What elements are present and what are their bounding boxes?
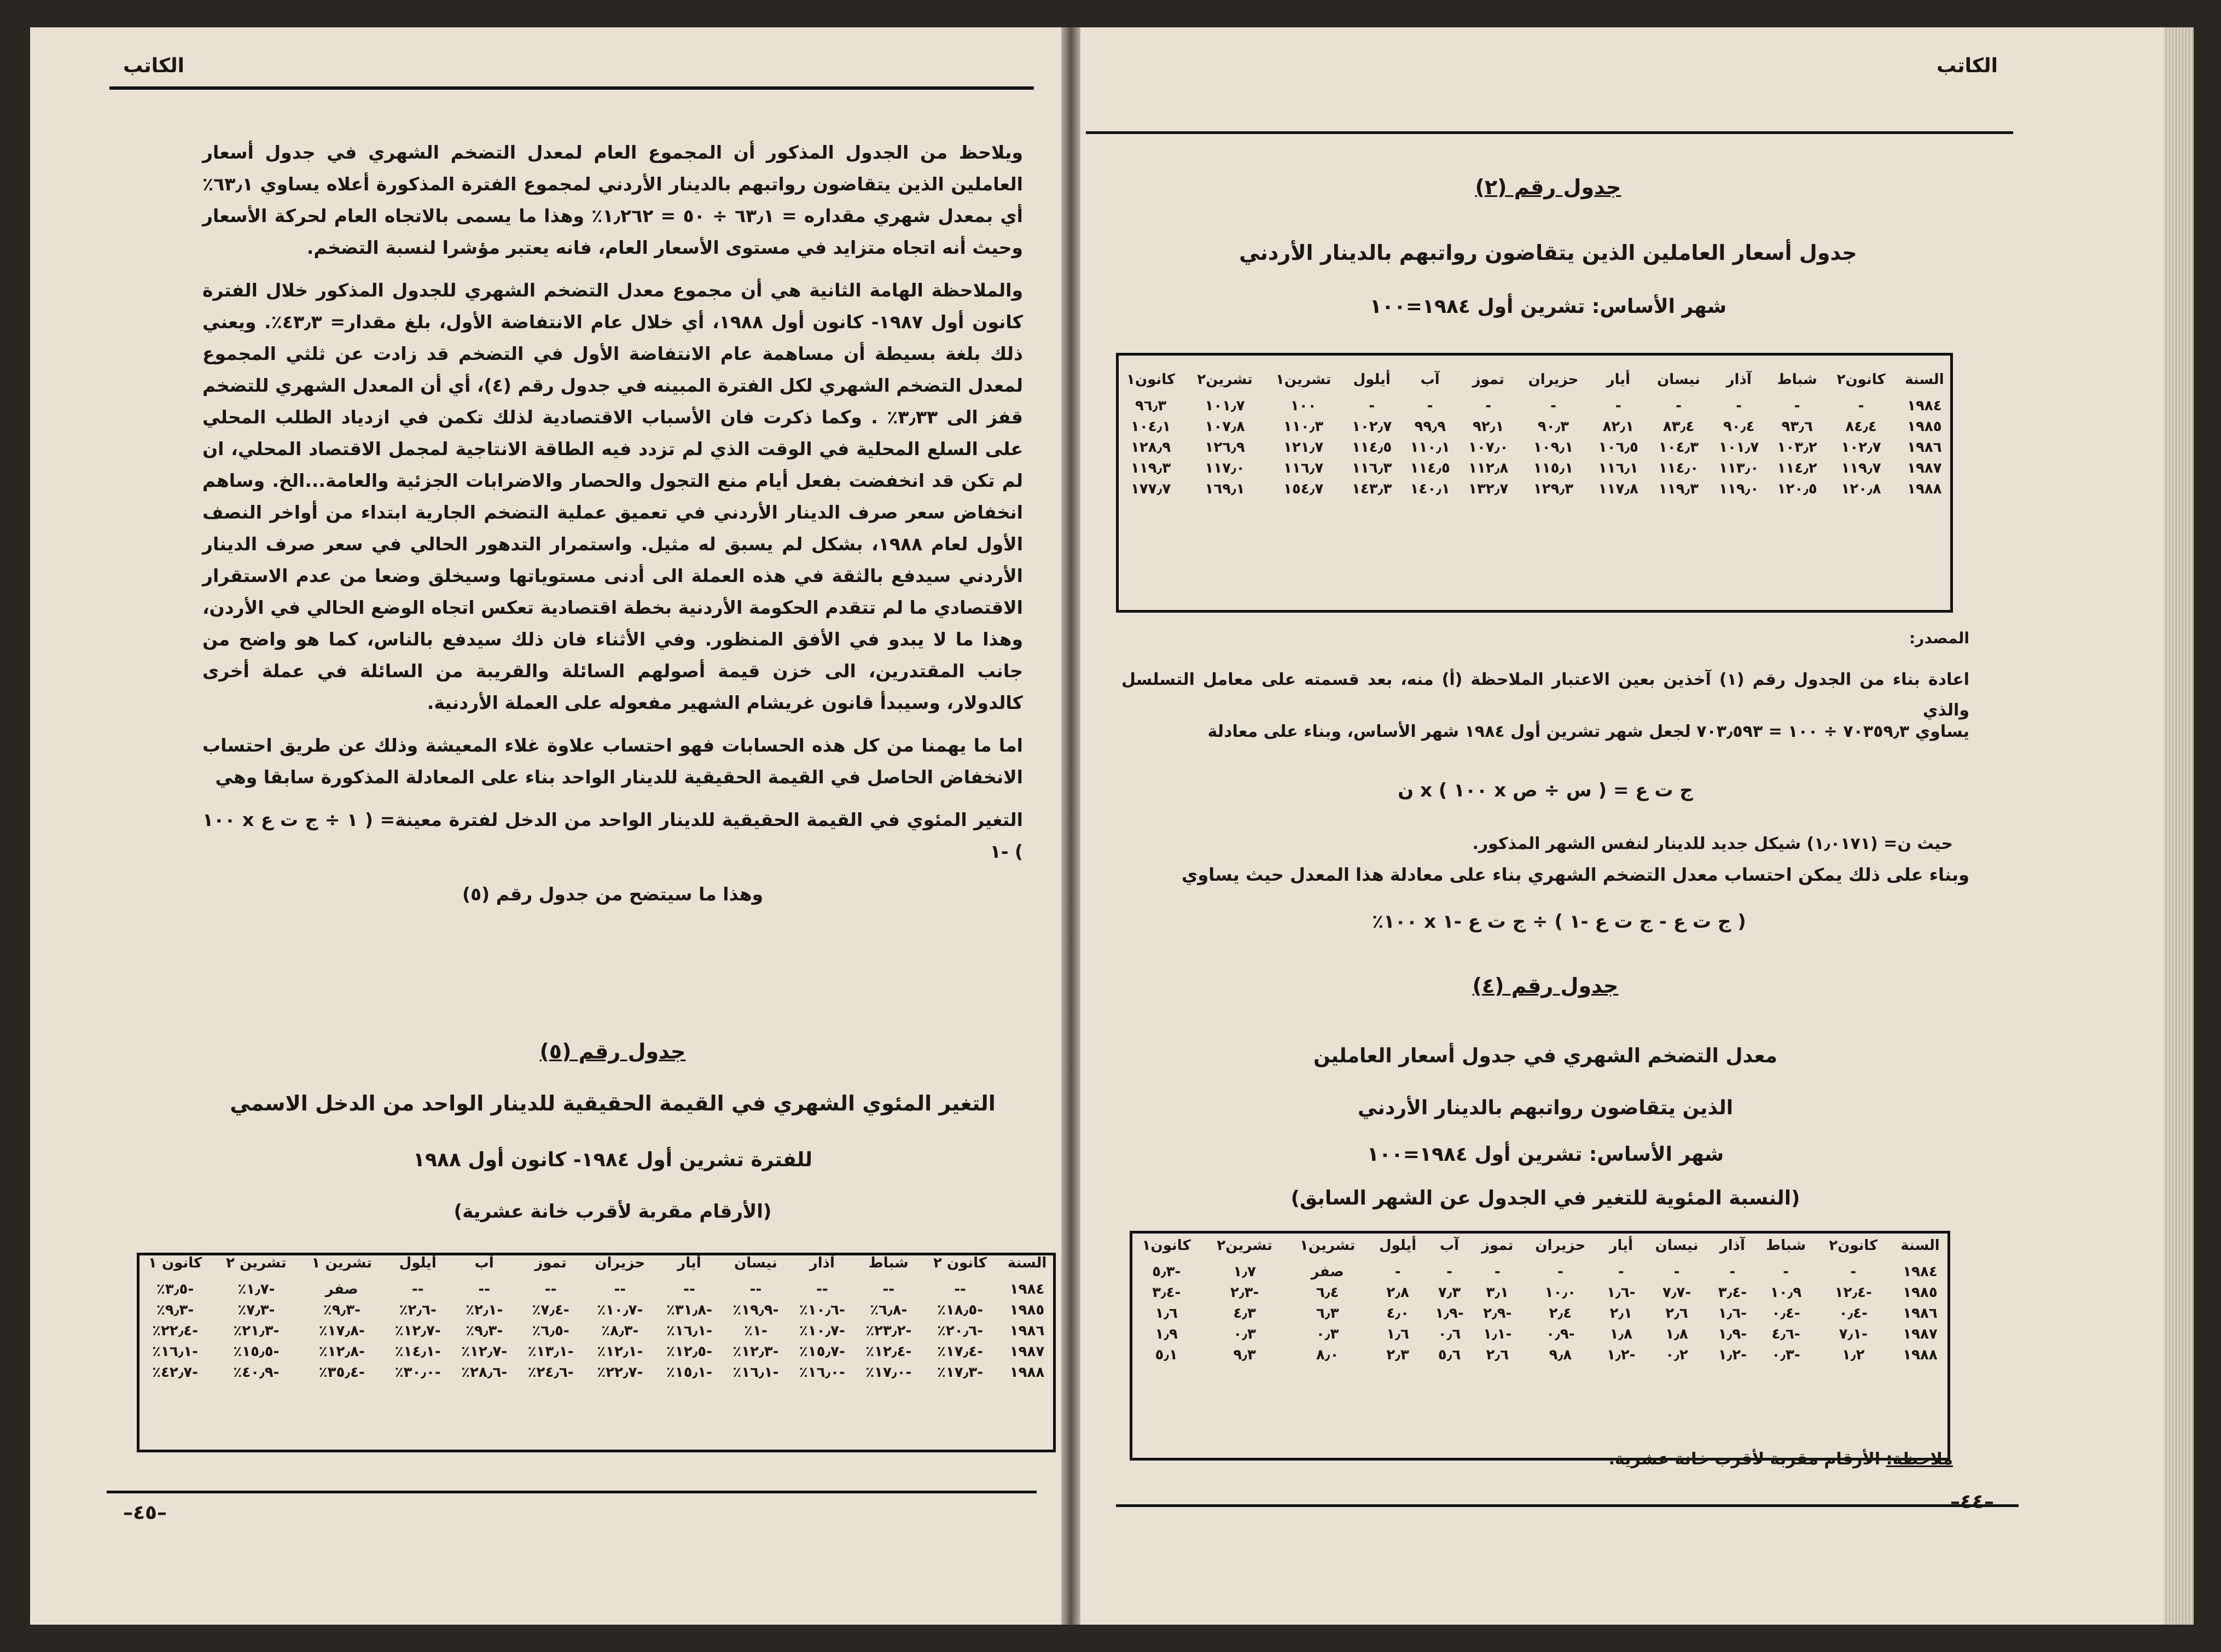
col-jan: كانون ٢ xyxy=(933,1255,987,1271)
table-cell: - xyxy=(1673,1264,1680,1280)
table5-caption-2: للفترة تشرين أول ١٩٨٤- كانون أول ١٩٨٨ xyxy=(412,1149,813,1171)
table-cell: ٩٣٫٦ xyxy=(1781,418,1813,435)
table-cell: -١٢٫٨٪ xyxy=(318,1343,365,1360)
col-year: السنة xyxy=(1007,1255,1047,1271)
table-cell: ١١٤٫٢ xyxy=(1777,460,1817,476)
table-cell: -٢٨٫٦٪ xyxy=(461,1364,508,1381)
table-cell: ٩٠٫٤ xyxy=(1723,418,1755,435)
table-cell: - xyxy=(1783,1264,1789,1280)
table-cell: ١٦٩٫١ xyxy=(1205,481,1245,497)
table-cell: -١٠٫٧٪ xyxy=(799,1323,845,1339)
left-running-head: الكاتب xyxy=(123,55,184,77)
table-cell: -- xyxy=(478,1281,490,1298)
table-cell: ١٩٨٨ xyxy=(1009,1364,1045,1381)
table-cell: -٩٫٣٪ xyxy=(466,1323,503,1339)
col-aug: آب xyxy=(1439,1237,1460,1254)
right-top-rule xyxy=(1086,131,2013,134)
table-cell: ١٩٨٨ xyxy=(1903,1347,1938,1363)
table-cell: -- xyxy=(882,1281,895,1298)
paragraph-5: وهذا ما سيتضح من جدول رقم (٥) xyxy=(462,883,764,905)
table-cell: ١٢٨٫٩ xyxy=(1131,439,1171,456)
table-cell: -٢٫١٪ xyxy=(466,1302,503,1318)
table-cell: -١٧٫٤٪ xyxy=(937,1343,984,1360)
table-cell: ١٫٢ xyxy=(1842,1347,1865,1363)
col-feb: شباط xyxy=(1766,1237,1806,1254)
table-cell: ١٩٨٥ xyxy=(1009,1302,1045,1318)
table-cell: - xyxy=(1494,1264,1501,1280)
table-cell: -- xyxy=(544,1281,557,1298)
table-cell: ٩٫٣ xyxy=(1233,1347,1256,1363)
table5-caption-1: التغير المئوي الشهري في القيمة الحقيقية للدينار الواحد من الدخل الاسمي xyxy=(230,1091,996,1115)
table-cell: ١٥٤٫٧ xyxy=(1283,481,1324,497)
table-cell: -١٢٫٣٪ xyxy=(732,1343,779,1360)
table-cell: -٢٫٩ xyxy=(1483,1305,1512,1322)
table4-caption-1: معدل التضخم الشهري في جدول أسعار العاملين xyxy=(1313,1045,1778,1067)
table-cell: -٣٠٫٠٪ xyxy=(394,1364,441,1381)
table-cell: ٣٫١ xyxy=(1486,1284,1509,1301)
col-dec: كانون١ xyxy=(1126,371,1176,388)
table-cell: ١٢٦٫٩ xyxy=(1205,439,1245,456)
table-cell: ١١٢٫٨ xyxy=(1468,460,1509,476)
table-cell: ٠٫٣ xyxy=(1316,1326,1339,1342)
table-cell: ١٩٨٦ xyxy=(1907,439,1942,456)
table-cell: -١٥٫١٪ xyxy=(666,1364,712,1381)
table-cell: -٢٢٫٤٪ xyxy=(152,1323,199,1339)
table-cell: - xyxy=(1485,398,1492,414)
table-cell: ١٫٩ xyxy=(1155,1326,1178,1342)
table-cell: -٥٫٣ xyxy=(1152,1264,1181,1280)
table-cell: -١٢٫٥٪ xyxy=(666,1343,712,1360)
table-cell: ١١٥٫١ xyxy=(1533,460,1574,476)
table2-caption-1: جدول أسعار العاملين الذين يتقاضون رواتبهم بالدينار الأردني xyxy=(1239,241,1857,265)
table-cell: -١٩٫٩٪ xyxy=(732,1302,779,1318)
table-cell: -٣٫٥٪ xyxy=(156,1281,194,1298)
table-cell: ١٣٢٫٧ xyxy=(1468,481,1509,497)
table-cell: ١٠١٫٧ xyxy=(1719,439,1759,456)
table-cell: - xyxy=(1394,1264,1401,1280)
table-cell: -٢١٫٣٪ xyxy=(233,1323,280,1339)
table-cell: - xyxy=(1676,398,1682,414)
table-cell: ٢٫٨ xyxy=(1386,1284,1409,1301)
table-cell: ١١٧٫٨ xyxy=(1598,481,1638,497)
table-cell: ٠٫٦ xyxy=(1438,1326,1461,1342)
table-cell: ١١٦٫١ xyxy=(1598,460,1638,476)
table-cell: صفر xyxy=(325,1281,358,1298)
table-cell: - xyxy=(1850,1264,1857,1280)
table-cell: ٨٢٫١ xyxy=(1602,418,1634,435)
col-may: أيار xyxy=(1609,1237,1633,1254)
table-cell: -- xyxy=(411,1281,424,1298)
col-year: السنة xyxy=(1900,1237,1940,1254)
table-cell: ١١٩٫٠ xyxy=(1719,481,1759,497)
table-cell: - xyxy=(1736,398,1742,414)
col-aug: آب xyxy=(1420,371,1440,388)
table-cell: -٦٫٥٪ xyxy=(532,1323,569,1339)
where-text: حيث ن= (١٫٠١٧١) شيكل جديد للدينار لنفس الشهر المذكور. xyxy=(1472,834,1953,853)
table-cell: ٩٩٫٩ xyxy=(1414,418,1446,435)
book-spine xyxy=(1061,27,1080,1625)
table-cell: ٧٫٣ xyxy=(1438,1284,1461,1301)
table-cell: -١٦٫١٪ xyxy=(666,1323,712,1339)
table-cell: -١٢٫٧٪ xyxy=(394,1323,441,1339)
table-cell: ١٠٢٫٧ xyxy=(1352,418,1392,435)
table-cell: -١٥٫٥٪ xyxy=(233,1343,280,1360)
table-cell: - xyxy=(1615,398,1621,414)
col-nov: تشرين٢ xyxy=(1197,371,1253,388)
table-cell: ١٤٣٫٣ xyxy=(1352,481,1392,497)
table-cell: ١١٩٫٣ xyxy=(1658,481,1699,497)
table-cell: -١٢٫١٪ xyxy=(597,1343,643,1360)
table-cell: -٤٢٫٧٪ xyxy=(152,1364,199,1381)
table-cell: -٢٢٫٧٪ xyxy=(597,1364,643,1381)
table-cell: ١١٤٫٠ xyxy=(1658,460,1699,476)
col-mar: آذار xyxy=(1719,1237,1745,1254)
table5-caption-3: (الأرقام مقربة لأقرب خانة عشرية) xyxy=(453,1201,772,1223)
note-label: ملاحظة: xyxy=(1886,1450,1953,1469)
table-cell: -١٥٫٧٪ xyxy=(799,1343,845,1360)
table4-frame xyxy=(1130,1231,1950,1461)
table-cell: ١٫٦ xyxy=(1155,1305,1178,1322)
table-cell: -٧٫٧ xyxy=(1662,1284,1691,1301)
col-aug: آب xyxy=(474,1255,494,1271)
table-cell: ٨٣٫٤ xyxy=(1662,418,1695,435)
table-cell: -١٫٢ xyxy=(1607,1347,1636,1363)
table-cell: ١٠٫٠ xyxy=(1544,1284,1577,1301)
col-oct: تشرين١ xyxy=(1299,1237,1356,1254)
col-jun: حزيران xyxy=(1528,371,1579,388)
table-cell: -٩٫٣٪ xyxy=(323,1302,361,1318)
table5-frame xyxy=(137,1253,1056,1452)
col-jan: كانون٢ xyxy=(1836,371,1886,388)
table-cell: -٤٠٫٩٪ xyxy=(233,1364,280,1381)
table-cell: - xyxy=(1557,1264,1563,1280)
col-jun: حزيران xyxy=(1535,1237,1586,1254)
table-cell: -- xyxy=(749,1281,762,1298)
table-cell: -٣١٫٨٪ xyxy=(666,1302,712,1318)
table-cell: -١٦٫١٪ xyxy=(152,1343,199,1360)
source-label: المصدر: xyxy=(1909,629,1969,647)
table-cell: ١١٤٫٥ xyxy=(1352,439,1392,456)
basis-text: وبناء على ذلك يمكن احتساب معدل التضخم الشهري بناء على معادلة هذا المعدل حيث يساوي xyxy=(1182,864,1969,885)
table-cell: ١٩٨٦ xyxy=(1903,1305,1938,1322)
table-cell: -١٢٫٧٪ xyxy=(461,1343,508,1360)
table-cell: ١٢٠٫٨ xyxy=(1841,481,1881,497)
table-cell: ١١٤٫٥ xyxy=(1410,460,1450,476)
table-cell: ٥٫٦ xyxy=(1438,1347,1461,1363)
col-sep: أيلول xyxy=(1379,1237,1417,1254)
col-apr: نيسان xyxy=(734,1255,777,1271)
table-cell: - xyxy=(1794,398,1800,414)
table-cell: ١٩٨٥ xyxy=(1903,1284,1938,1301)
table-cell: - xyxy=(1446,1264,1452,1280)
table-cell: صفر xyxy=(1311,1264,1344,1280)
table-cell: ٠٫٣ xyxy=(1233,1326,1256,1342)
table-cell: ١٠١٫٧ xyxy=(1205,398,1245,414)
table-cell: ١٤٠٫١ xyxy=(1410,481,1450,497)
table-cell: -٣٫٤ xyxy=(1718,1284,1747,1301)
table-cell: ٩٠٫٣ xyxy=(1537,418,1569,435)
table-cell: ١٫٦ xyxy=(1386,1326,1409,1342)
table4-caption-2: الذين يتقاضون رواتبهم بالدينار الأردني xyxy=(1357,1097,1734,1119)
source-text-1: اعادة بناء من الجدول رقم (١) آخذين بعين الاعتبار الملاحظة (أ) منه، بعد قسمته على معامل التسلسل والذي xyxy=(1121,670,1969,720)
table-cell: ١٩٨٤ xyxy=(1903,1264,1938,1280)
note-text: الأرقام مقربة لأقرب خانة عشرية. xyxy=(1608,1450,1881,1469)
table-cell: -١٣٫١٪ xyxy=(527,1343,574,1360)
col-may: أيار xyxy=(677,1255,701,1271)
col-apr: نيسان xyxy=(1655,1237,1699,1254)
table-cell: ٥٫١ xyxy=(1155,1347,1178,1363)
table-cell: -١٫٧٪ xyxy=(237,1281,275,1298)
left-body-text xyxy=(202,137,1023,921)
table-cell: -٠٫٣ xyxy=(1771,1347,1800,1363)
table-cell: ١٩٨٦ xyxy=(1009,1323,1045,1339)
table-cell: ١٠٢٫٧ xyxy=(1841,439,1881,456)
left-page-number: –٤٥– xyxy=(123,1502,167,1524)
table-cell: ١١٦٫٣ xyxy=(1352,460,1392,476)
table-cell: ١١٠٫١ xyxy=(1410,439,1450,456)
table-cell: -١٠٫٧٪ xyxy=(597,1302,643,1318)
page-edges xyxy=(2164,27,2194,1625)
table-cell: ١١٠٫٣ xyxy=(1283,418,1324,435)
table-cell: -١٤٫١٪ xyxy=(394,1343,441,1360)
col-sep: أيلول xyxy=(399,1255,437,1271)
table5-title: جدول رقم (٥) xyxy=(539,1039,686,1063)
table-cell: ٠٫٢ xyxy=(1665,1347,1688,1363)
table-cell: -١٨٫٥٪ xyxy=(937,1302,984,1318)
table-cell: ١١٦٫٧ xyxy=(1283,460,1324,476)
table-cell: - xyxy=(1427,398,1433,414)
table-cell: - xyxy=(1550,398,1556,414)
table-cell: - xyxy=(1369,398,1375,414)
table-cell: -١٪ xyxy=(744,1323,768,1339)
table-cell: ١٠٩٫١ xyxy=(1533,439,1574,456)
table-cell: -١٫٢ xyxy=(1718,1347,1747,1363)
table-cell: -٢٤٫٦٪ xyxy=(527,1364,574,1381)
table-cell: -٦٫٨٪ xyxy=(870,1302,908,1318)
table2-caption-2: شهر الأساس: تشرين أول ١٩٨٤=١٠٠ xyxy=(1369,295,1727,318)
table-cell: ٨٤٫٤ xyxy=(1845,418,1877,435)
col-jul: تموز xyxy=(1481,1237,1514,1254)
table-cell: -١٢٫٤ xyxy=(1834,1284,1872,1301)
table-cell: ١٩٨٤ xyxy=(1009,1281,1045,1298)
col-jul: تموز xyxy=(534,1255,567,1271)
table-cell: -- xyxy=(614,1281,626,1298)
table-cell: ١٫٨ xyxy=(1609,1326,1633,1342)
table-cell: ١٩٨٧ xyxy=(1903,1326,1938,1342)
paragraph-1: ويلاحظ من الجدول المذكور أن المجموع العام لمعدل التضخم الشهري في جدول أسعار العاملين الذين يتقاضون رواتبهم بالدينار الأردني لمجموع الفترة المذكورة أعلاه يساوي ٦٣٫١٪ أي بمعدل شهري مقداره = ٦٣٫١ ÷ ٥٠ = ١٫٢٦٢٪ وهذا ما يسمى بالاتجاه العام لحركة الأسعار وحيث أنه اتجاه متزايد في مستوى الأسعار العام، فانه يعتبر مؤشرا لنسبة التضخم. xyxy=(202,142,1023,258)
table-cell: -٢٣٫٢٪ xyxy=(865,1323,912,1339)
table2-title: جدول رقم (٢) xyxy=(1475,175,1621,199)
table-cell: -٠٫٩ xyxy=(1546,1326,1575,1342)
col-dec: كانون ١ xyxy=(148,1255,202,1271)
formula-cpi: ج ت ع = ( س ÷ ص x ١٠٠ ) x ن xyxy=(1398,780,1693,801)
table-cell: ٩٫٨ xyxy=(1549,1347,1572,1363)
col-feb: شباط xyxy=(1777,371,1817,388)
table-cell: ٢٫٣ xyxy=(1386,1347,1409,1363)
col-jan: كانون٢ xyxy=(1829,1237,1878,1254)
table-cell: ٦٫٤ xyxy=(1316,1284,1339,1301)
table-cell: -٧٫٣٪ xyxy=(237,1302,275,1318)
table-cell: -٢٫٦٪ xyxy=(399,1302,437,1318)
table-cell: -٠٫٤ xyxy=(1771,1305,1800,1322)
table-cell: ١٢٩٫٣ xyxy=(1533,481,1574,497)
table-cell: -١٦٫٠٪ xyxy=(799,1364,845,1381)
formula-line: التغير المئوي في القيمة الحقيقية للدينار الواحد من الدخل لفترة معينة= ( ١ ÷ ج ت ع x ١٠٠ ) -١ xyxy=(202,809,1023,862)
table-cell: ١٩٨٧ xyxy=(1907,460,1942,476)
col-feb: شباط xyxy=(868,1255,909,1271)
col-jun: حزيران xyxy=(595,1255,646,1271)
table4-caption-3: شهر الأساس: تشرين أول ١٩٨٤=١٠٠ xyxy=(1367,1143,1724,1166)
table-cell: -١٢٫٤٪ xyxy=(865,1343,912,1360)
formula-inflation: ( ج ت ع - ج ت ع -١ ) ÷ ج ت ع -١ x ١٠٠٪ xyxy=(1372,911,1746,933)
table-cell: ١٠٠ xyxy=(1290,398,1317,414)
table-cell: -٠٫٤ xyxy=(1839,1305,1868,1322)
table-cell: ١٠٫٩ xyxy=(1770,1284,1802,1301)
table4-note xyxy=(1258,1450,1953,1469)
table-cell: ٤٫٠ xyxy=(1386,1305,1409,1322)
table-cell: ١٠٧٫٠ xyxy=(1468,439,1509,456)
left-bottom-rule xyxy=(107,1491,1037,1493)
table-cell: -١٫٩ xyxy=(1718,1326,1747,1342)
col-mar: آذار xyxy=(1726,371,1752,388)
table-cell: ١٢١٫٧ xyxy=(1283,439,1324,456)
table-cell: ١٩٨٤ xyxy=(1907,398,1942,414)
paragraph-2: والملاحظة الهامة الثانية هي أن مجموع معدل التضخم الشهري للجدول المذكور خلال الفترة كانون أول ١٩٨٧- كانون أول ١٩٨٨، أي خلال عام الانتفاضة الأول، بلغ مقدار= ٤٣٫٣٪. ويعني ذلك بلغة بسيطة أن مساهمة عام الانتفاضة الأول في التضخم قد زادت عن ثلثي المجموع لمعدل التضخم الشهري لكل الفترة المبينه في جدول رقم (٤)، أي أن المعدل الشهري للتضخم قفز الى ٣٫٣٣٪ . وكما ذكرت فان الأسباب الاقتصادية لذلك تكمن في ازدياد الطلب المحلي على السلع المحلية في الوقت الذي لم تزدد فيه الطاقة الانتاجية لمجمل الاقتصاد المحلي، ان لم تكن قد انخفضت بفعل أيام منع التجول والحصار والاضرابات الجزئية والعامة...الخ. وساهم انخفاض سعر صرف الدينار الأردني في تعميق عملية التضخم الجارية ابتداء من أواخر النصف الأول لعام ١٩٨٨، بشكل لم يسبق له مثيل. واستمرار التدهور الحالي في سعر صرف الدينار الأردني سيدفع بالثقة في هذه العملة الى أدنى مستوياتها وسيخلق وضعا من عدم الاستقرار الاقتصادي ما لم تتقدم الحكومة الأردنية بخطة اقتصادية تعكس اتجاه الوضع الحالي في الأردن، وهذا ما لا يبدو في الأفق المنظور. وفي الأثناء فان ذلك سيدفع بالناس، كما هو واضح من جانب المقتدرين، الى خزن قيمة أصولهم السائلة والقريبة من السائلة في عملة أخرى كالدولار، وسيبدأ قانون غريشام الشهير مفعوله على العملة الأردنية. xyxy=(202,280,1023,713)
right-page-number: –٤٤– xyxy=(1950,1491,1994,1513)
table-cell: -٢٫٣ xyxy=(1230,1284,1259,1301)
table-cell: ٢٫٦ xyxy=(1665,1305,1688,1322)
table-cell: ١٠٦٫٥ xyxy=(1598,439,1638,456)
col-year: السنة xyxy=(1905,371,1944,388)
table-cell: -٧٫٤٪ xyxy=(532,1302,569,1318)
table-cell: ١٠٧٫٨ xyxy=(1205,418,1245,435)
table-cell: ١٠٣٫٢ xyxy=(1777,439,1817,456)
left-top-rule xyxy=(109,86,1034,90)
table-cell: -٣٫٤ xyxy=(1152,1284,1181,1301)
table-cell: ١١٩٫٣ xyxy=(1131,460,1171,476)
table-cell: -١٫١ xyxy=(1483,1326,1512,1342)
table-cell: ١٩٨٥ xyxy=(1907,418,1942,435)
table-cell: -١٧٫٣٪ xyxy=(937,1364,984,1381)
table-cell: ٦٫٣ xyxy=(1316,1305,1339,1322)
table-cell: -١٫٦ xyxy=(1718,1305,1747,1322)
table-cell: ١٧٧٫٧ xyxy=(1131,481,1171,497)
paragraph-3: اما ما يهمنا من كل هذه الحسابات فهو احتساب علاوة غلاء المعيشة وذلك عن طريق احتساب الانخفاض الحاصل في القيمة الحقيقية للدينار الواحد بناء على المعادلة المذكورة سابقا وهي xyxy=(202,735,1023,788)
table-cell: -٧٫١ xyxy=(1839,1326,1868,1342)
col-oct: تشرين ١ xyxy=(311,1255,373,1271)
table-cell: ١٫٧ xyxy=(1233,1264,1256,1280)
table-cell: - xyxy=(1618,1264,1624,1280)
source-text-2: يساوي ٧٠٣٥٩٫٣ ÷ ١٠٠ = ٧٠٣٫٥٩٣ لجعل شهر تشرين أول ١٩٨٤ شهر الأساس، وبناء على معادلة xyxy=(1207,722,1969,741)
table-cell: -١٠٫٦٪ xyxy=(799,1302,845,1318)
table-cell: ١٠٤٫٣ xyxy=(1658,439,1699,456)
col-dec: كانون١ xyxy=(1142,1237,1191,1254)
table4-title: جدول رقم (٤) xyxy=(1472,974,1619,998)
table-cell: ١٩٨٧ xyxy=(1009,1343,1045,1360)
table-cell: -١٫٩ xyxy=(1435,1305,1464,1322)
table-cell: ١٫٨ xyxy=(1665,1326,1688,1342)
table-cell: -- xyxy=(816,1281,828,1298)
table-cell: ٤٫٣ xyxy=(1233,1305,1256,1322)
table-cell: -١٦٫١٪ xyxy=(732,1364,779,1381)
table-cell: -- xyxy=(683,1281,695,1298)
table-cell: ٩٦٫٣ xyxy=(1135,398,1167,414)
table-cell: ٢٫١ xyxy=(1609,1305,1633,1322)
right-bottom-rule xyxy=(1116,1504,2019,1507)
table-cell: ١٩٨٨ xyxy=(1907,481,1942,497)
table-cell: - xyxy=(1858,398,1864,414)
table-cell: -١٧٫٨٪ xyxy=(318,1323,365,1339)
table-cell: - xyxy=(1729,1264,1736,1280)
col-apr: نيسان xyxy=(1657,371,1700,388)
col-nov: تشرين٢ xyxy=(1217,1237,1272,1254)
table-cell: ١٢٠٫٥ xyxy=(1777,481,1817,497)
table-cell: ٢٫٤ xyxy=(1549,1305,1572,1322)
col-oct: تشرين١ xyxy=(1275,371,1332,388)
right-running-head: الكاتب xyxy=(1937,55,1998,77)
col-jul: تموز xyxy=(1472,371,1504,388)
col-mar: آذار xyxy=(809,1255,835,1271)
table-cell: -٤٫٦ xyxy=(1771,1326,1800,1342)
table-cell: ٢٫٦ xyxy=(1486,1347,1509,1363)
table-cell: -- xyxy=(954,1281,966,1298)
table-cell: -٢٠٫٦٪ xyxy=(937,1323,984,1339)
table-cell: ٨٫٠ xyxy=(1316,1347,1339,1363)
table-cell: -١٧٫٠٪ xyxy=(865,1364,912,1381)
table-cell: ١٠٤٫١ xyxy=(1131,418,1171,435)
table-cell: -٣٥٫٤٪ xyxy=(318,1364,365,1381)
col-nov: تشرين ٢ xyxy=(226,1255,287,1271)
table-cell: ٩٢٫١ xyxy=(1473,418,1504,435)
table4-caption-4: (النسبة المئوية للتغير في الجدول عن الشهر السابق) xyxy=(1290,1187,1800,1209)
table-cell: -٨٫٣٪ xyxy=(601,1323,639,1339)
col-sep: أيلول xyxy=(1353,371,1391,388)
table-cell: ١١٣٫٠ xyxy=(1719,460,1759,476)
col-may: أيار xyxy=(1606,371,1631,388)
table-cell: -١٫٦ xyxy=(1607,1284,1636,1301)
table-cell: ١١٧٫٠ xyxy=(1205,460,1245,476)
table2-frame xyxy=(1116,353,1953,613)
table-cell: -٩٫٣٪ xyxy=(156,1302,194,1318)
table-cell: ١١٩٫٧ xyxy=(1841,460,1881,476)
